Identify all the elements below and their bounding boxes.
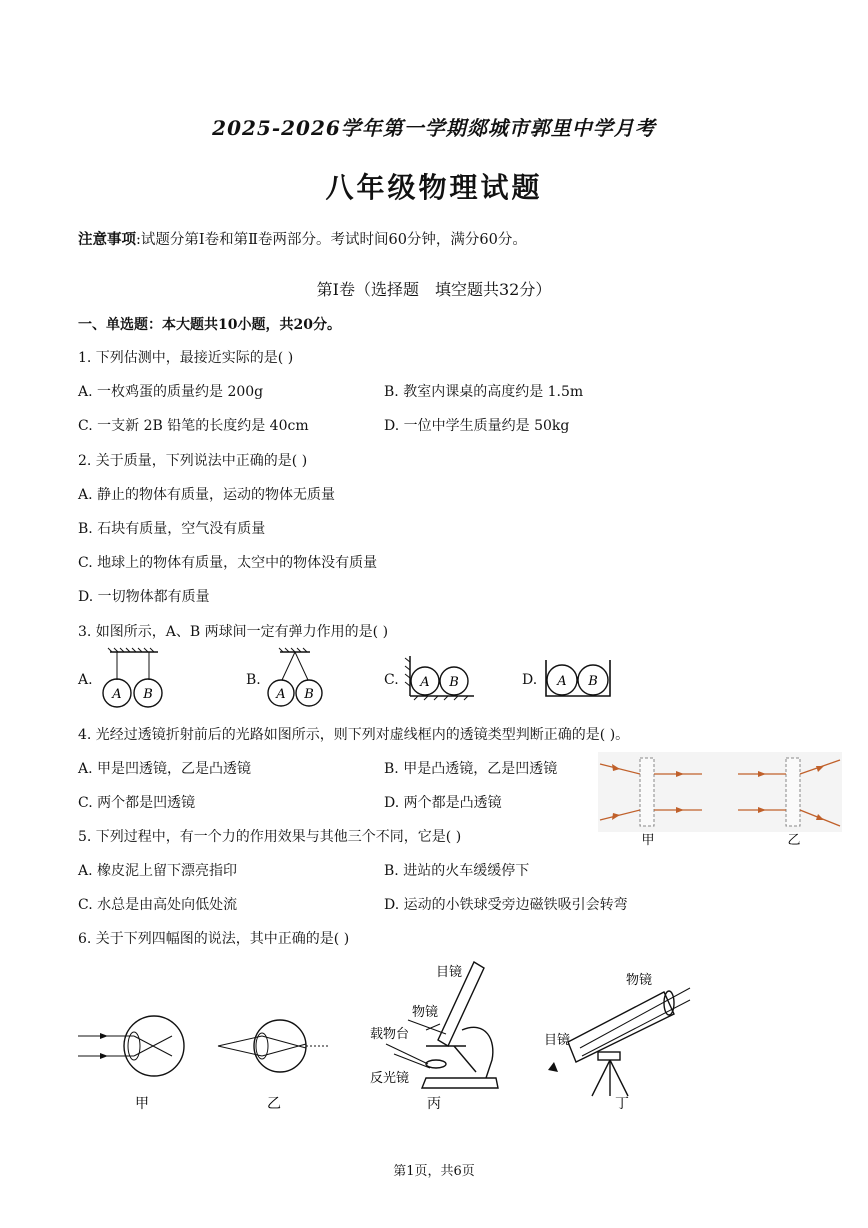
microscope-objective-label: 物镜: [412, 1005, 439, 1020]
q4-option-b: B. 甲是凸透镜，乙是凹透镜: [384, 761, 558, 777]
q3-option-b: B.: [246, 672, 261, 688]
q4-lens-figure: [598, 752, 842, 848]
q5-stem: 5. 下列过程中，有一个力的作用效果与其他三个不同，它是( ): [78, 829, 462, 845]
q5-option-b: B. 进站的火车缓缓停下: [384, 863, 530, 879]
q3-option-a: A.: [78, 672, 93, 688]
q4-label-jia: 甲: [641, 833, 655, 848]
q2-stem: 2. 关于质量，下列说法中正确的是( ): [78, 453, 308, 469]
q3b-ball-a-label: A: [276, 687, 286, 702]
microscope-eyepiece-label: 目镜: [436, 965, 463, 980]
q2-option-c: C. 地球上的物体有质量，太空中的物体没有质量: [78, 555, 378, 571]
q4-option-c: C. 两个都是凹透镜: [78, 795, 196, 811]
q2-option-b: B. 石块有质量，空气没有质量: [78, 521, 266, 537]
notice-label: 注意事项: [78, 231, 136, 248]
q3-figure-c: [404, 656, 478, 700]
notice-text: :试题分第Ⅰ卷和第Ⅱ卷两部分。考试时间60分钟，满分60分。: [136, 232, 527, 248]
microscope-stage-label: 载物台: [370, 1027, 410, 1042]
q4-option-d: D. 两个都是凸透镜: [384, 795, 502, 811]
page-title: 八年级物理试题: [325, 171, 543, 204]
section-title: 第Ⅰ卷（选择题 填空题共32分）: [316, 280, 552, 299]
q5-option-c: C. 水总是由高处向低处流: [78, 897, 238, 913]
part-title: 一、单选题：本大题共10小题，共20分。: [78, 317, 341, 333]
q1-stem: 1. 下列估测中，最接近实际的是( ): [78, 350, 294, 366]
q3a-ball-b-label: B: [143, 687, 153, 702]
q3-figure-d: [544, 660, 614, 700]
q3d-ball-b-label: B: [588, 674, 598, 689]
q3-figure-a: [100, 648, 180, 710]
q6-eye-jia-figure: [78, 1010, 188, 1120]
q3a-ball-a-label: A: [112, 687, 122, 702]
microscope-mirror-label: 反光镜: [370, 1071, 410, 1086]
telescope-eyepiece-label: 目镜: [544, 1033, 571, 1048]
q6-label-yi: 乙: [267, 1096, 281, 1112]
q6-telescope-figure: [540, 966, 700, 1120]
q3b-ball-b-label: B: [304, 687, 314, 702]
q1-option-c: C. 一支新 2B 铅笔的长度约是 40cm: [78, 418, 309, 434]
page-footer: 第1页，共6页: [393, 1164, 475, 1179]
q1-option-b: B. 教室内课桌的高度约是 1.5m: [384, 384, 584, 400]
q1-option-d: D. 一位中学生质量约是 50kg: [384, 418, 570, 434]
q2-option-d: D. 一切物体都有质量: [78, 589, 210, 605]
q3-option-c: C.: [384, 672, 399, 688]
q5-option-a: A. 橡皮泥上留下漂亮指印: [78, 863, 238, 879]
q4-option-a: A. 甲是凹透镜，乙是凸透镜: [78, 761, 252, 777]
q3-option-d: D.: [522, 672, 538, 688]
q6-microscope-figure: [366, 960, 506, 1120]
q2-option-a: A. 静止的物体有质量，运动的物体无质量: [78, 487, 336, 503]
q3c-ball-a-label: A: [420, 675, 430, 690]
q6-stem: 6. 关于下列四幅图的说法，其中正确的是( ): [78, 931, 350, 947]
q1-option-a: A. 一枚鸡蛋的质量约是 200g: [78, 384, 264, 400]
q6-eye-yi-figure: [218, 1010, 338, 1120]
q5-option-d: D. 运动的小铁球受旁边磁铁吸引会转弯: [384, 897, 628, 913]
q3-stem: 3. 如图所示，A、B 两球间一定有弹力作用的是( ): [78, 624, 389, 640]
school-header: 2025-2026学年第一学期郯城市郭里中学月考: [212, 116, 656, 140]
telescope-objective-label: 物镜: [626, 973, 653, 988]
q3c-ball-b-label: B: [449, 675, 459, 690]
q3-figure-b: [264, 648, 334, 710]
q3d-ball-a-label: A: [557, 674, 567, 689]
q4-label-yi: 乙: [787, 833, 801, 848]
notice: [78, 228, 527, 249]
q6-label-jia: 甲: [135, 1096, 149, 1112]
q4-stem: 4. 光经过透镜折射前后的光路如图所示，则下列对虚线框内的透镜类型判断正确的是( )。: [78, 727, 630, 743]
q6-label-ding: 丁: [615, 1096, 629, 1112]
q6-label-bing: 丙: [427, 1096, 441, 1112]
